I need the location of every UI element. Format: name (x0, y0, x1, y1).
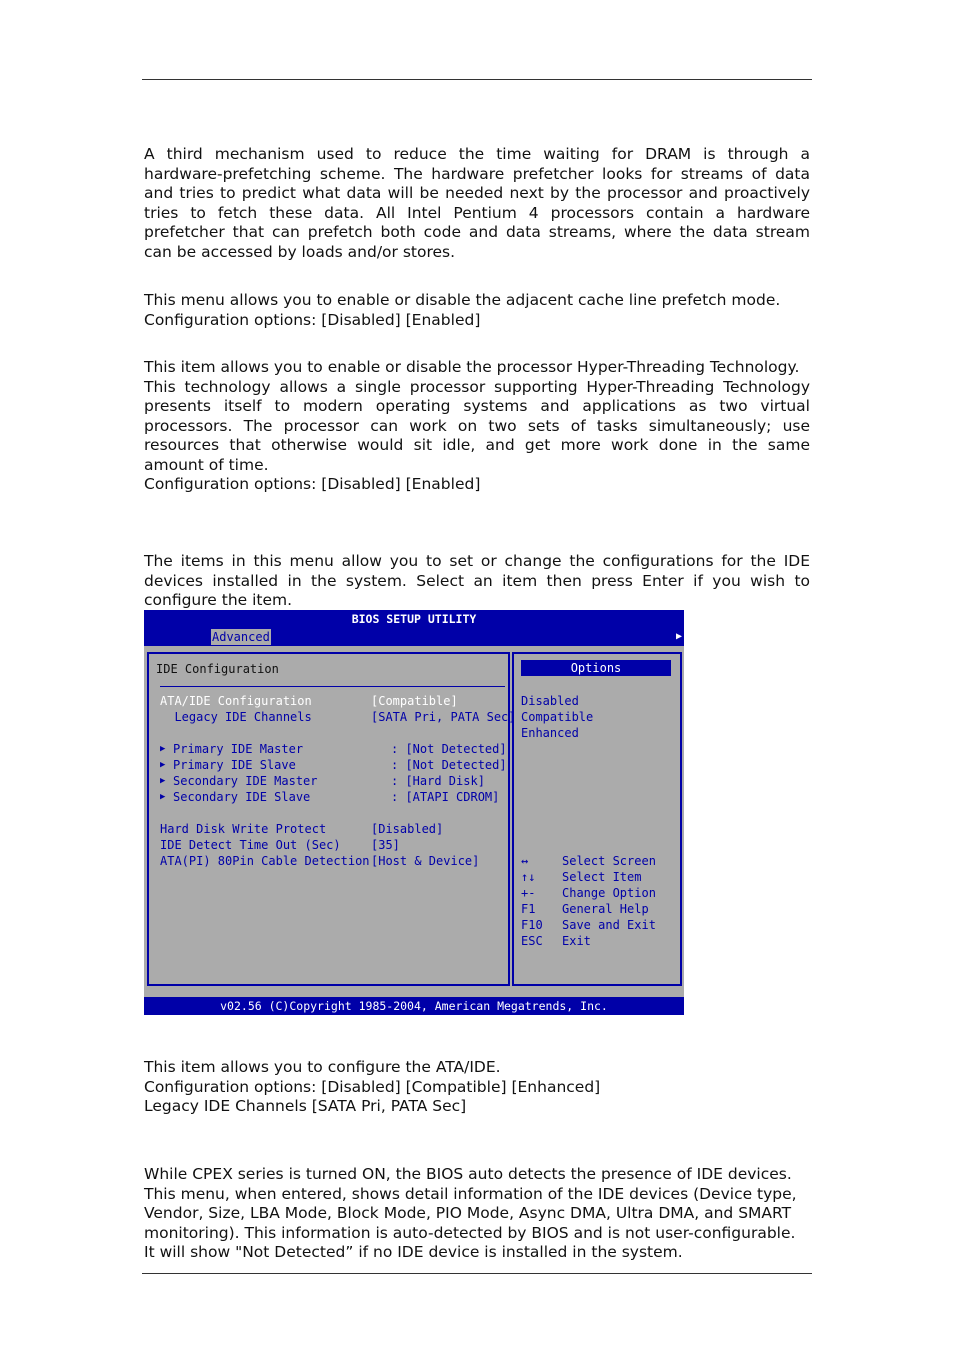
key-up-down-arrows-icon: ↑↓ (521, 870, 536, 884)
key-desc-select-screen: Select Screen (562, 854, 656, 868)
key-plus-minus: +- (521, 886, 536, 900)
paragraph-adjacent-cache-line: This menu allows you to enable or disable the adjacent cache line prefetch mode. Configuration options: [Disabled] [Enabled] (144, 291, 781, 329)
submenu-primary-ide-slave[interactable]: Primary IDE Slave (173, 758, 296, 772)
setting-cable-detection[interactable]: ATA(PI) 80Pin Cable Detection (160, 854, 370, 868)
option-compatible[interactable]: Compatible (521, 710, 594, 724)
key-f10: F10 (521, 918, 543, 932)
setting-ide-detect-time-out[interactable]: IDE Detect Time Out (Sec) (160, 838, 341, 852)
key-desc-change-option: Change Option (562, 886, 656, 900)
bios-help-panel (512, 652, 682, 986)
paragraph-hardware-prefetcher: A third mechanism used to reduce the time waiting for DRAM is through a hardware-prefetching scheme. The hardware prefetcher looks for streams of data and tries to predict what data will be needed next by the processor and proactively tries to fetch these data. All Intel Pentium 4 processors contain a hardware prefetcher that can prefetch both code and data streams, where the data stream can be accessed by loads and/or stores. (144, 145, 810, 261)
submenu-primary-ide-master[interactable]: Primary IDE Master (173, 742, 304, 756)
options-title: Options (521, 660, 671, 676)
value-secondary-ide-slave: : [ATAPI CDROM] (391, 790, 500, 804)
bios-screen (144, 610, 684, 1015)
submenu-arrow-icon: ▶ (160, 792, 166, 802)
value-ata-ide-configuration[interactable]: [Compatible] (371, 694, 458, 708)
setting-ata-ide-configuration[interactable]: ATA/IDE Configuration (160, 694, 312, 708)
header-rule (142, 79, 812, 80)
paragraph-ata-ide: This item allows you to configure the ATA/IDE. Configuration options: [Disabled] [Compatible] [Enhanced] Legacy IDE Channels [SATA Pri, PATA Sec] (144, 1058, 601, 1115)
footer-rule (142, 1273, 812, 1274)
scroll-right-icon: ▶ (675, 631, 682, 642)
submenu-secondary-ide-master[interactable]: Secondary IDE Master (173, 774, 318, 788)
option-enhanced[interactable]: Enhanced (521, 726, 579, 740)
key-left-right-arrows-icon: ↔ (521, 854, 529, 868)
value-ide-detect-time-out[interactable]: [35] (371, 838, 400, 852)
paragraph-ide-configuration: The items in this menu allow you to set or change the configurations for the IDE devices installed in the system. Select an item then press Enter if you wish to configure the item. (144, 552, 810, 609)
value-secondary-ide-master: : [Hard Disk] (391, 774, 485, 788)
key-esc: ESC (521, 934, 543, 948)
tab-advanced[interactable]: Advanced (212, 630, 270, 644)
paragraph-ide-devices: While CPEX series is turned ON, the BIOS auto detects the presence of IDE devices. This menu, when entered, shows detail information of the IDE devices (Device type, Vendor, Size, LBA Mode, Block Mode, PIO Mode, Async DMA, Ultra DMA, and SMART monitoring). This information is auto-detected by BIOS and is not user-configurable. It will show "Not Detected” if no IDE device is installed in the system. (144, 1165, 797, 1261)
key-desc-select-item: Select Item (562, 870, 642, 884)
bios-menu-bar (144, 628, 684, 646)
option-disabled[interactable]: Disabled (521, 694, 579, 708)
submenu-arrow-icon: ▶ (160, 760, 166, 770)
key-desc-save-and-exit: Save and Exit (562, 918, 656, 932)
bios-footer: v02.56 (C)Copyright 1985-2004, American Megatrends, Inc. (144, 997, 684, 1015)
value-hard-disk-write-protect[interactable]: [Disabled] (371, 822, 444, 836)
key-desc-general-help: General Help (562, 902, 649, 916)
paragraph-hyper-threading: This item allows you to enable or disable the processor Hyper-Threading Technology. This technology allows a single processor supporting Hyper-Threading Technology presents itself to modern operating systems and applications as two virtual processors. The processor can work on two sets of tasks simultaneously; use resources that otherwise would sit idle, and get more work done in the same amount of time. Configuration options: [Disabled] [Enabled] (144, 358, 810, 493)
setting-hard-disk-write-protect[interactable]: Hard Disk Write Protect (160, 822, 327, 836)
bios-title-bar: BIOS SETUP UTILITY (144, 610, 684, 628)
submenu-arrow-icon: ▶ (160, 776, 166, 786)
section-title: IDE Configuration (156, 662, 279, 676)
value-primary-ide-slave: : [Not Detected] (391, 758, 507, 772)
section-divider (160, 686, 505, 687)
submenu-arrow-icon: ▶ (160, 744, 166, 754)
value-primary-ide-master: : [Not Detected] (391, 742, 507, 756)
key-f1: F1 (521, 902, 536, 916)
submenu-secondary-ide-slave[interactable]: Secondary IDE Slave (173, 790, 311, 804)
value-cable-detection[interactable]: [Host & Device] (371, 854, 480, 868)
key-desc-exit: Exit (562, 934, 591, 948)
value-legacy-ide-channels[interactable]: [SATA Pri, PATA Sec] (371, 710, 516, 724)
setting-legacy-ide-channels[interactable]: Legacy IDE Channels (160, 710, 312, 724)
bios-main-panel (147, 652, 516, 986)
